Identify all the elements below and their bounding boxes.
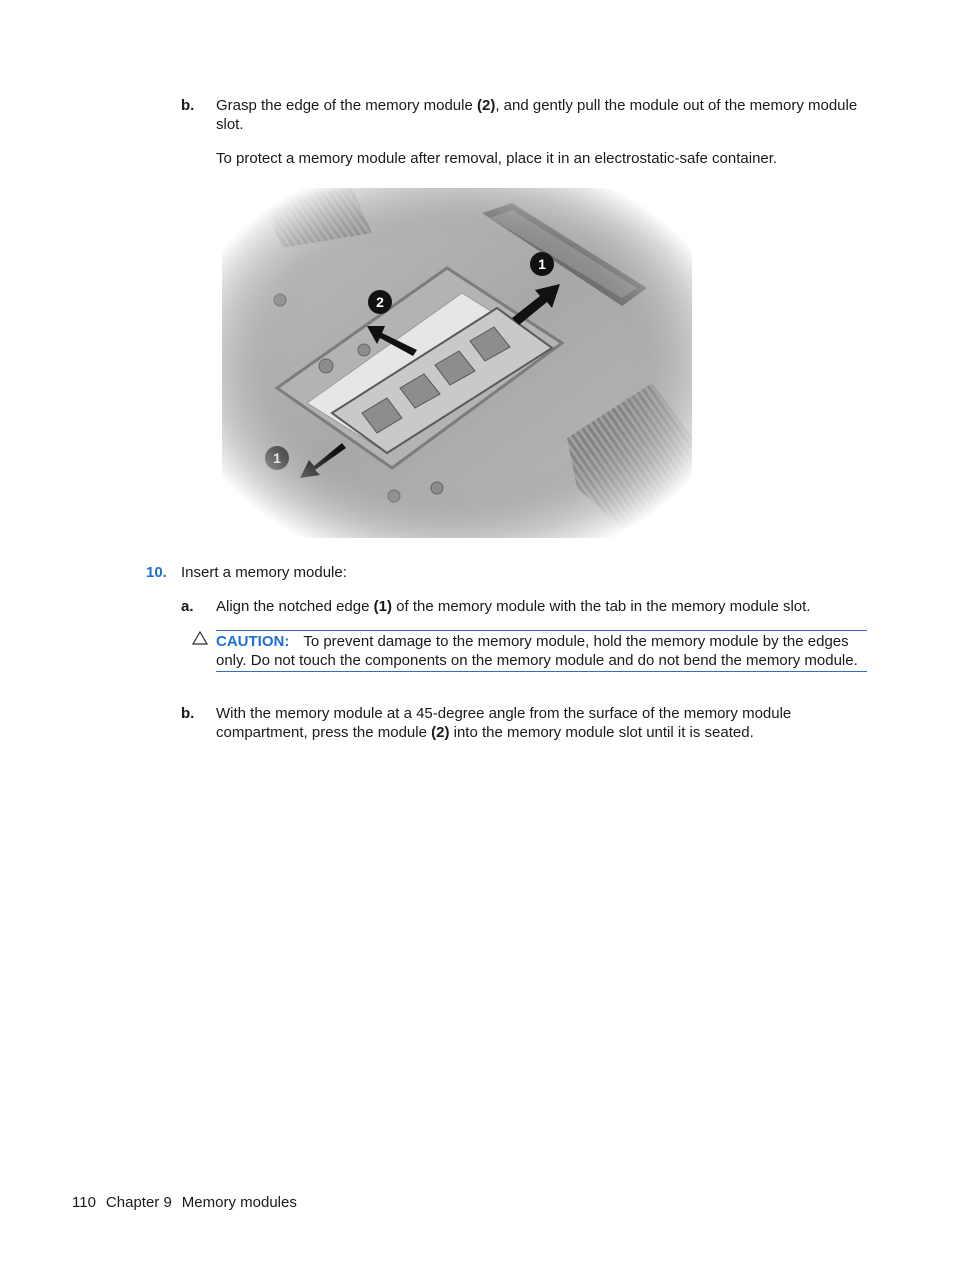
footer-chapter: Chapter 9: [105, 1194, 172, 1211]
step-a-text: [216, 597, 871, 616]
step-a-callout-ref: (1): [373, 598, 392, 615]
page-number: 110: [72, 1194, 96, 1211]
step-b2-text-part2: into the memory module slot until it is seated.: [449, 724, 754, 741]
figure-illustration: [222, 188, 692, 538]
step-b-text: [216, 96, 871, 134]
step-a-text-part1: Align the notched edge: [216, 598, 374, 615]
step-b2-text: [216, 704, 871, 742]
footer-title: Memory modules: [181, 1194, 297, 1211]
warning-triangle-icon: [192, 631, 208, 650]
caution-text: To prevent damage to the memory module, hold the memory module by the edges only. Do not touch the components on the memory module and do not bend the memory module.: [216, 633, 858, 669]
step-a-marker: a.: [181, 598, 194, 615]
step-b-callout-ref: (2): [476, 97, 496, 114]
figure-vignette: [222, 188, 692, 538]
caution-note: [216, 630, 867, 672]
step-b-note: To protect a memory module after removal, place it in an electrostatic-safe container.: [216, 150, 778, 167]
step-a-text-part2: of the memory module with the tab in the memory module slot.: [391, 598, 811, 615]
step-b-marker: b.: [181, 97, 195, 114]
step-10-text: Insert a memory module:: [181, 564, 347, 581]
step-b-text-part2: , and gently pull the module out of the memory module slot.: [216, 97, 858, 133]
memory-module-removal-figure: [222, 188, 692, 538]
page-footer: [72, 1193, 307, 1212]
step-b-text-part1: Grasp the edge of the memory module: [216, 97, 477, 114]
step-b2-callout-ref: (2): [431, 724, 450, 741]
step-b2-marker: b.: [181, 705, 195, 722]
caution-label: CAUTION:: [216, 633, 290, 650]
step-10-number: 10.: [146, 564, 167, 581]
step-b2-text-part1: With the memory module at a 45-degree angle from the surface of the memory module compartment, press the module: [216, 705, 792, 741]
